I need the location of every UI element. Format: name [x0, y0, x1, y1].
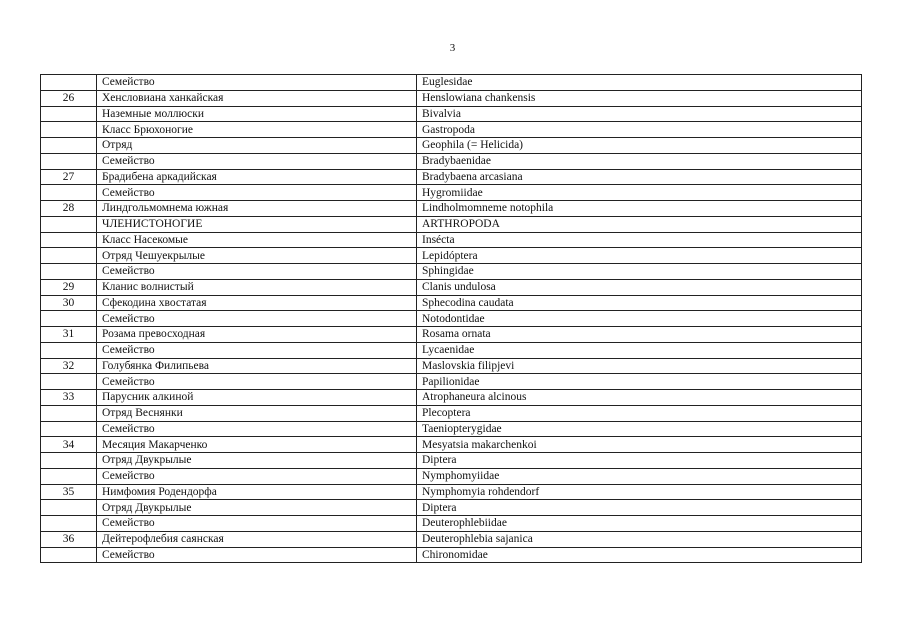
species-table-body [41, 75, 862, 563]
row-number-cell [41, 516, 97, 532]
russian-name-cell: Семейство [97, 264, 417, 280]
row-number-cell: 31 [41, 327, 97, 343]
latin-name-cell: Nymphomyia rohdendorf [417, 484, 862, 500]
page-number: 3 [449, 42, 456, 54]
table-row [41, 138, 862, 154]
russian-name-cell: Отряд Веснянки [97, 405, 417, 421]
latin-name-cell: Insécta [417, 232, 862, 248]
russian-name-cell: Семейство [97, 153, 417, 169]
russian-name-cell: Розама превосходная [97, 327, 417, 343]
row-number-cell: 34 [41, 437, 97, 453]
latin-name-cell: Maslovskia filipjevi [417, 358, 862, 374]
table-row [41, 169, 862, 185]
row-number-cell: 36 [41, 531, 97, 547]
table-row [41, 358, 862, 374]
row-number-cell [41, 216, 97, 232]
row-number-cell [41, 248, 97, 264]
latin-name-cell: Euglesidae [417, 75, 862, 91]
row-number-cell [41, 75, 97, 91]
table-row [41, 390, 862, 406]
table-row [41, 185, 862, 201]
latin-name-cell: Bradybaenidae [417, 153, 862, 169]
russian-name-cell: Отряд Двукрылые [97, 500, 417, 516]
latin-name-cell: Nymphomyiidae [417, 468, 862, 484]
row-number-cell [41, 232, 97, 248]
russian-name-cell: Отряд Чешуекрылые [97, 248, 417, 264]
row-number-cell: 30 [41, 295, 97, 311]
russian-name-cell: Семейство [97, 547, 417, 563]
latin-name-cell: Gastropoda [417, 122, 862, 138]
row-number-cell [41, 374, 97, 390]
latin-name-cell: Hygromiidae [417, 185, 862, 201]
table-row [41, 216, 862, 232]
table-row [41, 547, 862, 563]
russian-name-cell: Семейство [97, 75, 417, 91]
table-row [41, 516, 862, 532]
latin-name-cell: ARTHROPODA [417, 216, 862, 232]
russian-name-cell: Дейтерофлебия саянская [97, 531, 417, 547]
table-row [41, 531, 862, 547]
latin-name-cell: Lepidóptera [417, 248, 862, 264]
latin-name-cell: Lindholmomneme notophila [417, 201, 862, 217]
russian-name-cell: Семейство [97, 342, 417, 358]
table-row [41, 232, 862, 248]
row-number-cell: 35 [41, 484, 97, 500]
latin-name-cell: Notodontidae [417, 311, 862, 327]
russian-name-cell: Класс Брюхоногие [97, 122, 417, 138]
table-row [41, 500, 862, 516]
row-number-cell [41, 547, 97, 563]
row-number-cell [41, 453, 97, 469]
latin-name-cell: Bradybaena arcasiana [417, 169, 862, 185]
latin-name-cell: Diptera [417, 453, 862, 469]
table-row [41, 90, 862, 106]
row-number-cell [41, 421, 97, 437]
table-row [41, 484, 862, 500]
table-row [41, 437, 862, 453]
table-row [41, 468, 862, 484]
russian-name-cell: Отряд [97, 138, 417, 154]
latin-name-cell: Atrophaneura alcinous [417, 390, 862, 406]
table-row [41, 453, 862, 469]
russian-name-cell: Класс Насекомые [97, 232, 417, 248]
row-number-cell [41, 153, 97, 169]
russian-name-cell: Наземные моллюски [97, 106, 417, 122]
row-number-cell [41, 405, 97, 421]
latin-name-cell: Sphingidae [417, 264, 862, 280]
latin-name-cell: Plecoptera [417, 405, 862, 421]
row-number-cell: 33 [41, 390, 97, 406]
table-row [41, 248, 862, 264]
table-row [41, 279, 862, 295]
russian-name-cell: Месяция Макарченко [97, 437, 417, 453]
row-number-cell [41, 500, 97, 516]
russian-name-cell: Семейство [97, 311, 417, 327]
russian-name-cell: Семейство [97, 185, 417, 201]
russian-name-cell: Линдгольмомнема южная [97, 201, 417, 217]
latin-name-cell: Bivalvia [417, 106, 862, 122]
russian-name-cell: Голубянка Филипьева [97, 358, 417, 374]
latin-name-cell: Deuterophlebia sajanica [417, 531, 862, 547]
latin-name-cell: Diptera [417, 500, 862, 516]
russian-name-cell: Семейство [97, 421, 417, 437]
latin-name-cell: Henslowiana chankensis [417, 90, 862, 106]
table-row [41, 295, 862, 311]
russian-name-cell: Семейство [97, 374, 417, 390]
table-row [41, 153, 862, 169]
russian-name-cell: Кланис волнистый [97, 279, 417, 295]
table-row [41, 405, 862, 421]
row-number-cell: 32 [41, 358, 97, 374]
row-number-cell: 29 [41, 279, 97, 295]
row-number-cell [41, 138, 97, 154]
russian-name-cell: Семейство [97, 516, 417, 532]
russian-name-cell: Семейство [97, 468, 417, 484]
row-number-cell [41, 185, 97, 201]
table-row [41, 374, 862, 390]
latin-name-cell: Geophila (= Helicida) [417, 138, 862, 154]
table-row [41, 327, 862, 343]
latin-name-cell: Lycaenidae [417, 342, 862, 358]
row-number-cell [41, 311, 97, 327]
latin-name-cell: Papilionidae [417, 374, 862, 390]
table-row [41, 342, 862, 358]
row-number-cell [41, 342, 97, 358]
row-number-cell: 26 [41, 90, 97, 106]
table-row [41, 122, 862, 138]
russian-name-cell: Нимфомия Родендорфа [97, 484, 417, 500]
latin-name-cell: Deuterophlebiidae [417, 516, 862, 532]
table-row [41, 421, 862, 437]
russian-name-cell: Отряд Двукрылые [97, 453, 417, 469]
russian-name-cell: Парусник алкиной [97, 390, 417, 406]
table-row [41, 106, 862, 122]
russian-name-cell: Брадибена аркадийская [97, 169, 417, 185]
latin-name-cell: Clanis undulosa [417, 279, 862, 295]
latin-name-cell: Sphecodina caudata [417, 295, 862, 311]
table-row [41, 201, 862, 217]
russian-name-cell: Сфекодина хвостатая [97, 295, 417, 311]
row-number-cell: 28 [41, 201, 97, 217]
row-number-cell: 27 [41, 169, 97, 185]
russian-name-cell: Хенсловиана ханкайская [97, 90, 417, 106]
species-table [40, 74, 862, 563]
latin-name-cell: Chironomidae [417, 547, 862, 563]
row-number-cell [41, 264, 97, 280]
table-row [41, 75, 862, 91]
latin-name-cell: Rosama ornata [417, 327, 862, 343]
table-row [41, 264, 862, 280]
table-row [41, 311, 862, 327]
row-number-cell [41, 122, 97, 138]
row-number-cell [41, 468, 97, 484]
russian-name-cell: ЧЛЕНИСТОНОГИЕ [97, 216, 417, 232]
row-number-cell [41, 106, 97, 122]
latin-name-cell: Taeniopterygidae [417, 421, 862, 437]
latin-name-cell: Mesyatsia makarchenkoi [417, 437, 862, 453]
